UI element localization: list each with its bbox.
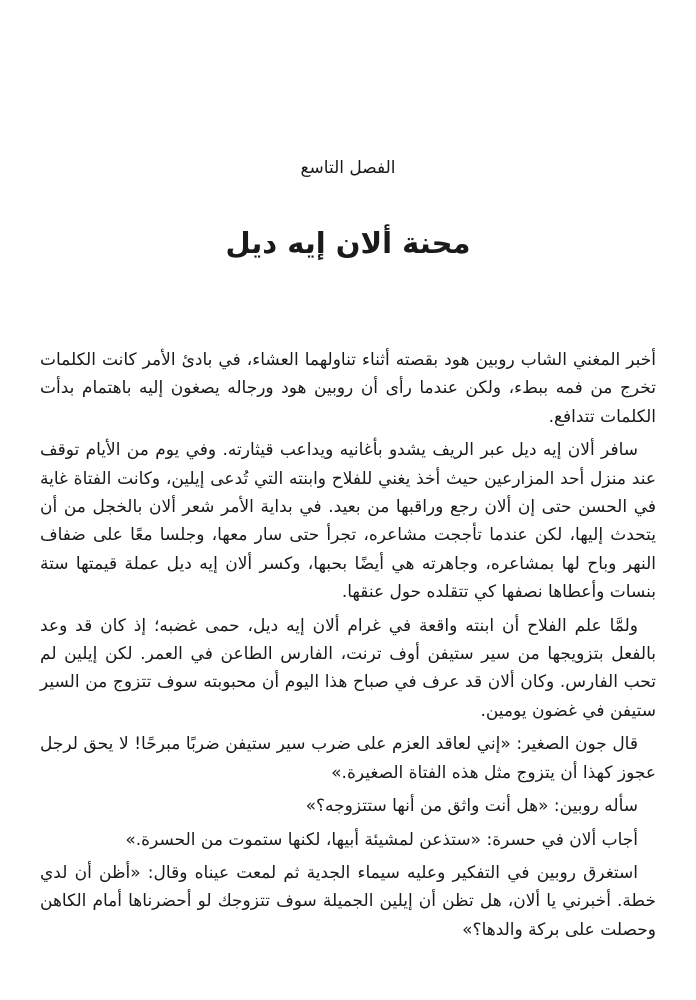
paragraph: سأله روبين: «هل أنت واثق من أنها ستتزوجه؟» xyxy=(305,796,638,817)
paragraph: ولمَّا علم الفلاح أن ابنته واقعة في غرام ألان إيه ديل، حمى غضبه؛ إذ كان قد وعد بالفعل بتزويجها من سير ستيفن أوف ترنت، الفارس الطاعن في العمر. لكن إيلين لم تحب الفارس. وكان ألان قد عرف في صباح هذا اليوم أن محبوبته سوف تتزوج من السير ستيفن في غضون يومين. xyxy=(40,615,656,721)
chapter-body xyxy=(40,346,656,949)
paragraph: قال جون الصغير: «إني لعاقد العزم على ضرب سير ستيفن ضربًا مبرحًا! لا يحق لرجل عجوز كهذا أن يتزوج مثل هذه الفتاة الصغيرة.» xyxy=(40,734,656,783)
chapter-title: محنة ألان إيه ديل xyxy=(225,226,471,260)
paragraph: استغرق روبين في التفكير وعليه سيماء الجدية ثم لمعت عيناه وقال: «أظن أن لدي خطة. أخبرني يا ألان، هل تظن أن إيلين الجميلة سوف تتزوجك لو أحضرناها أمام الكاهن وحصلت على بركة والدها؟» xyxy=(40,862,656,940)
chapter-label: الفصل التاسع xyxy=(300,158,396,178)
paragraph: أجاب ألان في حسرة: «ستذعن لمشيئة أبيها، لكنها ستموت من الحسرة.» xyxy=(125,829,638,850)
paragraph: سافر ألان إيه ديل عبر الريف يشدو بأغانيه ويداعب قيثارته. وفي يوم من الأيام توقف عند منزل أحد المزارعين حيث أخذ يغني للفلاح وابنته التي تُدعى إيلين، وكانت الفتاة غاية في الحسن حتى إن ألان رجع وراقبها من بعيد. في بداية الأمر شعر ألان بالخجل من أن يتحدث إليها، لكن عندما تأججت مشاعره، تجرأ حتى سار معها، وجلسا معًا على ضفاف النهر وباح لها بمشاعره، وجاهرته هي أيضًا بحبها، وكسر ألان إيه ديل عملة قيمتها ستة بنسات وأعطاها نصفها كي تتقلده حول عنقها. xyxy=(40,440,656,603)
paragraph: أخبر المغني الشاب روبين هود بقصته أثناء تناولهما العشاء، في بادئ الأمر كانت الكلمات تخرج من فمه ببطء، ولكن عندما رأى أن روبين هود ورجاله يصغون إليه باهتمام بدأت الكلمات تتدافع. xyxy=(40,350,656,427)
